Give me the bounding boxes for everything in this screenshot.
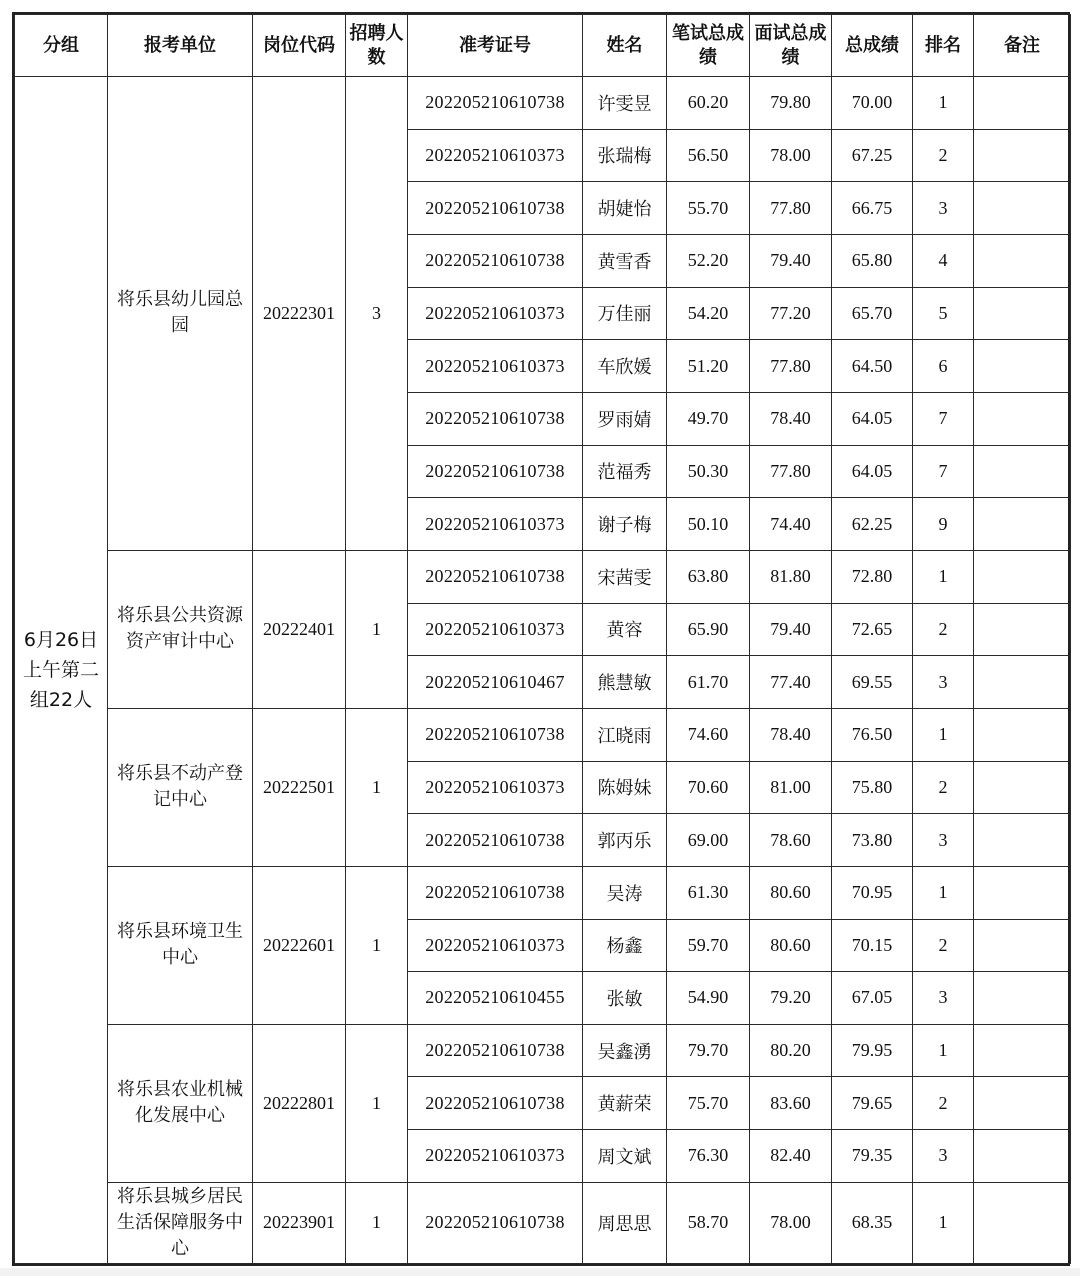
- total-score-cell: 66.75: [832, 182, 913, 235]
- remark-cell: [974, 340, 1071, 393]
- written-score-cell: 50.30: [667, 445, 750, 498]
- remark-cell: [974, 550, 1071, 603]
- header-name: 姓名: [583, 15, 667, 77]
- ticket-cell: 202205210610373: [408, 498, 583, 551]
- interview-score-cell: 78.00: [750, 1182, 832, 1263]
- written-score-cell: 74.60: [667, 708, 750, 761]
- rank-cell: 3: [913, 972, 974, 1025]
- total-score-cell: 70.15: [832, 919, 913, 972]
- total-score-cell: 73.80: [832, 814, 913, 867]
- header-remark: 备注: [974, 15, 1071, 77]
- written-score-cell: 58.70: [667, 1182, 750, 1263]
- remark-cell: [974, 972, 1071, 1025]
- ticket-cell: 202205210610738: [408, 1182, 583, 1263]
- rank-cell: 2: [913, 1077, 974, 1130]
- interview-score-cell: 79.40: [750, 234, 832, 287]
- header-interview: 面试总成绩: [750, 15, 832, 77]
- ticket-cell: 202205210610373: [408, 129, 583, 182]
- total-score-cell: 62.25: [832, 498, 913, 551]
- header-unit: 报考单位: [108, 15, 253, 77]
- post-code-cell: 20222601: [253, 866, 346, 1024]
- remark-cell: [974, 708, 1071, 761]
- remark-cell: [974, 392, 1071, 445]
- recruit-count-cell: 1: [346, 708, 408, 866]
- total-score-cell: 72.80: [832, 550, 913, 603]
- post-code-cell: 20222801: [253, 1024, 346, 1182]
- written-score-cell: 52.20: [667, 234, 750, 287]
- header-group: 分组: [15, 15, 108, 77]
- interview-score-cell: 77.40: [750, 656, 832, 709]
- ticket-cell: 202205210610738: [408, 708, 583, 761]
- rank-cell: 1: [913, 1024, 974, 1077]
- table-body: [15, 77, 1071, 1264]
- total-score-cell: 67.25: [832, 129, 913, 182]
- rank-cell: 7: [913, 392, 974, 445]
- remark-cell: [974, 77, 1071, 130]
- total-score-cell: 79.35: [832, 1130, 913, 1183]
- total-score-cell: 65.80: [832, 234, 913, 287]
- table-row: [15, 1024, 1071, 1077]
- total-score-cell: 79.65: [832, 1077, 913, 1130]
- name-cell: 许雯昱: [583, 77, 667, 130]
- post-code-cell: 20222401: [253, 550, 346, 708]
- rank-cell: 1: [913, 866, 974, 919]
- rank-cell: 5: [913, 287, 974, 340]
- rank-cell: 1: [913, 550, 974, 603]
- total-score-cell: 68.35: [832, 1182, 913, 1263]
- ticket-cell: 202205210610738: [408, 814, 583, 867]
- table-row: [15, 550, 1071, 603]
- name-cell: 万佳丽: [583, 287, 667, 340]
- header-post-code: 岗位代码: [253, 15, 346, 77]
- written-score-cell: 61.30: [667, 866, 750, 919]
- ticket-cell: 202205210610738: [408, 550, 583, 603]
- unit-cell: 将乐县公共资源资产审计中心: [108, 550, 253, 708]
- remark-cell: [974, 445, 1071, 498]
- remark-cell: [974, 129, 1071, 182]
- written-score-cell: 65.90: [667, 603, 750, 656]
- name-cell: 宋茜雯: [583, 550, 667, 603]
- interview-score-cell: 79.80: [750, 77, 832, 130]
- ticket-cell: 202205210610455: [408, 972, 583, 1025]
- remark-cell: [974, 919, 1071, 972]
- name-cell: 周文斌: [583, 1130, 667, 1183]
- unit-cell: 将乐县不动产登记中心: [108, 708, 253, 866]
- remark-cell: [974, 1182, 1071, 1263]
- rank-cell: 2: [913, 761, 974, 814]
- interview-score-cell: 83.60: [750, 1077, 832, 1130]
- rank-cell: 3: [913, 182, 974, 235]
- total-score-cell: 76.50: [832, 708, 913, 761]
- unit-cell: 将乐县环境卫生中心: [108, 866, 253, 1024]
- ticket-cell: 202205210610738: [408, 182, 583, 235]
- interview-score-cell: 78.60: [750, 814, 832, 867]
- remark-cell: [974, 866, 1071, 919]
- header-recruit-count: 招聘人数: [346, 15, 408, 77]
- written-score-cell: 63.80: [667, 550, 750, 603]
- name-cell: 黄容: [583, 603, 667, 656]
- interview-score-cell: 77.80: [750, 340, 832, 393]
- interview-score-cell: 80.60: [750, 919, 832, 972]
- interview-score-cell: 80.60: [750, 866, 832, 919]
- name-cell: 罗雨婧: [583, 392, 667, 445]
- interview-score-cell: 77.80: [750, 445, 832, 498]
- interview-score-cell: 81.00: [750, 761, 832, 814]
- interview-score-cell: 81.80: [750, 550, 832, 603]
- interview-score-cell: 79.20: [750, 972, 832, 1025]
- ticket-cell: 202205210610738: [408, 1024, 583, 1077]
- recruit-count-cell: 3: [346, 77, 408, 551]
- post-code-cell: 20223901: [253, 1182, 346, 1263]
- unit-cell: 将乐县幼儿园总园: [108, 77, 253, 551]
- ticket-cell: 202205210610738: [408, 234, 583, 287]
- remark-cell: [974, 498, 1071, 551]
- header-written: 笔试总成绩: [667, 15, 750, 77]
- written-score-cell: 76.30: [667, 1130, 750, 1183]
- header-row: [15, 15, 1071, 77]
- rank-cell: 2: [913, 919, 974, 972]
- rank-cell: 6: [913, 340, 974, 393]
- interview-score-cell: 77.20: [750, 287, 832, 340]
- results-sheet: [12, 12, 1070, 1266]
- interview-score-cell: 78.00: [750, 129, 832, 182]
- bottom-gap: [0, 1268, 1080, 1276]
- recruit-count-cell: 1: [346, 1182, 408, 1263]
- written-score-cell: 69.00: [667, 814, 750, 867]
- written-score-cell: 49.70: [667, 392, 750, 445]
- ticket-cell: 202205210610373: [408, 287, 583, 340]
- total-score-cell: 64.05: [832, 445, 913, 498]
- name-cell: 周思思: [583, 1182, 667, 1263]
- name-cell: 陈姆妹: [583, 761, 667, 814]
- rank-cell: 7: [913, 445, 974, 498]
- remark-cell: [974, 656, 1071, 709]
- rank-cell: 1: [913, 77, 974, 130]
- name-cell: 张敏: [583, 972, 667, 1025]
- ticket-cell: 202205210610738: [408, 392, 583, 445]
- post-code-cell: 20222301: [253, 77, 346, 551]
- unit-cell: 将乐县城乡居民生活保障服务中心: [108, 1182, 253, 1263]
- remark-cell: [974, 287, 1071, 340]
- interview-score-cell: 82.40: [750, 1130, 832, 1183]
- written-score-cell: 55.70: [667, 182, 750, 235]
- recruit-count-cell: 1: [346, 866, 408, 1024]
- remark-cell: [974, 234, 1071, 287]
- group-cell: 6月26日上午第二组22人: [15, 77, 108, 1264]
- written-score-cell: 79.70: [667, 1024, 750, 1077]
- name-cell: 熊慧敏: [583, 656, 667, 709]
- written-score-cell: 50.10: [667, 498, 750, 551]
- total-score-cell: 69.55: [832, 656, 913, 709]
- written-score-cell: 60.20: [667, 77, 750, 130]
- written-score-cell: 54.20: [667, 287, 750, 340]
- ticket-cell: 202205210610373: [408, 603, 583, 656]
- written-score-cell: 61.70: [667, 656, 750, 709]
- remark-cell: [974, 814, 1071, 867]
- ticket-cell: 202205210610373: [408, 761, 583, 814]
- name-cell: 吴涛: [583, 866, 667, 919]
- name-cell: 黄雪香: [583, 234, 667, 287]
- name-cell: 江晓雨: [583, 708, 667, 761]
- ticket-cell: 202205210610738: [408, 866, 583, 919]
- total-score-cell: 72.65: [832, 603, 913, 656]
- header-total: 总成绩: [832, 15, 913, 77]
- interview-score-cell: 79.40: [750, 603, 832, 656]
- written-score-cell: 56.50: [667, 129, 750, 182]
- written-score-cell: 51.20: [667, 340, 750, 393]
- recruit-count-cell: 1: [346, 1024, 408, 1182]
- written-score-cell: 54.90: [667, 972, 750, 1025]
- total-score-cell: 79.95: [832, 1024, 913, 1077]
- rank-cell: 9: [913, 498, 974, 551]
- results-table: [14, 14, 1071, 1264]
- header-ticket: 准考证号: [408, 15, 583, 77]
- total-score-cell: 70.00: [832, 77, 913, 130]
- remark-cell: [974, 1077, 1071, 1130]
- ticket-cell: 202205210610373: [408, 340, 583, 393]
- total-score-cell: 64.05: [832, 392, 913, 445]
- remark-cell: [974, 1024, 1071, 1077]
- unit-cell: 将乐县农业机械化发展中心: [108, 1024, 253, 1182]
- interview-score-cell: 78.40: [750, 708, 832, 761]
- table-row: [15, 866, 1071, 919]
- ticket-cell: 202205210610373: [408, 1130, 583, 1183]
- written-score-cell: 70.60: [667, 761, 750, 814]
- ticket-cell: 202205210610738: [408, 77, 583, 130]
- interview-score-cell: 74.40: [750, 498, 832, 551]
- written-score-cell: 59.70: [667, 919, 750, 972]
- rank-cell: 1: [913, 708, 974, 761]
- recruit-count-cell: 1: [346, 550, 408, 708]
- name-cell: 车欣媛: [583, 340, 667, 393]
- rank-cell: 4: [913, 234, 974, 287]
- name-cell: 杨鑫: [583, 919, 667, 972]
- total-score-cell: 75.80: [832, 761, 913, 814]
- remark-cell: [974, 603, 1071, 656]
- rank-cell: 2: [913, 603, 974, 656]
- total-score-cell: 65.70: [832, 287, 913, 340]
- total-score-cell: 67.05: [832, 972, 913, 1025]
- total-score-cell: 64.50: [832, 340, 913, 393]
- header-rank: 排名: [913, 15, 974, 77]
- name-cell: 范福秀: [583, 445, 667, 498]
- table-row: [15, 1182, 1071, 1263]
- total-score-cell: 70.95: [832, 866, 913, 919]
- name-cell: 黄薪荣: [583, 1077, 667, 1130]
- rank-cell: 1: [913, 1182, 974, 1263]
- name-cell: 谢子梅: [583, 498, 667, 551]
- rank-cell: 3: [913, 814, 974, 867]
- rank-cell: 3: [913, 1130, 974, 1183]
- ticket-cell: 202205210610467: [408, 656, 583, 709]
- remark-cell: [974, 182, 1071, 235]
- ticket-cell: 202205210610373: [408, 919, 583, 972]
- remark-cell: [974, 761, 1071, 814]
- name-cell: 吴鑫湧: [583, 1024, 667, 1077]
- interview-score-cell: 80.20: [750, 1024, 832, 1077]
- post-code-cell: 20222501: [253, 708, 346, 866]
- ticket-cell: 202205210610738: [408, 1077, 583, 1130]
- interview-score-cell: 78.40: [750, 392, 832, 445]
- rank-cell: 2: [913, 129, 974, 182]
- name-cell: 张瑞梅: [583, 129, 667, 182]
- rank-cell: 3: [913, 656, 974, 709]
- name-cell: 郭丙乐: [583, 814, 667, 867]
- ticket-cell: 202205210610738: [408, 445, 583, 498]
- table-row: [15, 708, 1071, 761]
- table-row: [15, 77, 1071, 130]
- interview-score-cell: 77.80: [750, 182, 832, 235]
- remark-cell: [974, 1130, 1071, 1183]
- name-cell: 胡婕怡: [583, 182, 667, 235]
- written-score-cell: 75.70: [667, 1077, 750, 1130]
